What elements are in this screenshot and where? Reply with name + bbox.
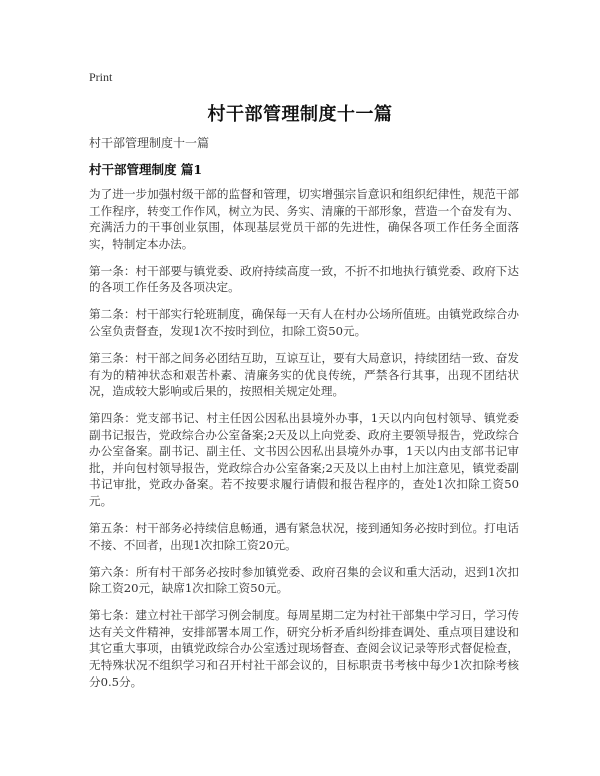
paragraph-article-2: 第二条：村干部实行轮班制度，确保每一天有人在村办公场所值班。由镇党政综合办公室负责督查，发现1次不按时到位，扣除工资50元。 — [89, 307, 519, 338]
document-subtitle: 村干部管理制度十一篇 — [89, 136, 210, 150]
paragraph-article-4: 第四条：党支部书记、村主任因公因私出县境外办事，1天以内向包村领导、镇党委副书记报告，党政综合办公室备案;2天及以上向党委、政府主要领导报告，党政综合办公室备案。副书记、副主任、文书因公因私出县境外办事，1天以内由支部书记审批，并向包村领导报告，党政综合办公室备案;2天及以上由村上加注意见，镇党委副书记审批，党政办备案。若不按要求履行请假和报告程序的，查处1次扣除工资50元。 — [89, 411, 519, 509]
print-link[interactable]: Print — [89, 70, 113, 84]
paragraph-article-7: 第七条：建立村社干部学习例会制度。每周星期二定为村社干部集中学习日，学习传达有关文件精神，安排部署本周工作，研究分析矛盾纠纷排查调处、重点项目建设和其它重大事项，由镇党政综合办公室透过现场督查、查阅会议记录等形式督促检查，无特殊状况不组织学习和召开村社干部会议的，目标职责书考核中每少1次扣除考核分0.5分。 — [89, 608, 519, 689]
body-text — [89, 186, 519, 701]
paragraph-intro: 为了进一步加强村级干部的监督和管理，切实增强宗旨意识和组织纪律性，规范干部工作程序，转变工作作风，树立为民、务实、清廉的干部形象，营造一个奋发有为、充满活力的干事创业氛围，体现基层党员干部的先进性，确保各项工作任务全面落实，特制定本办法。 — [89, 187, 519, 251]
paragraph-article-5: 第五条：村干部务必持续信息畅通，遇有紧急状况，接到通知务必按时到位。打电话不接、不回者，出现1次扣除工资20元。 — [89, 521, 519, 552]
document-title: 村干部管理制度十一篇 — [207, 104, 393, 125]
paragraph-article-6: 第六条：所有村干部务必按时参加镇党委、政府召集的会议和重大活动，迟到1次扣除工资20元，缺席1次扣除工资50元。 — [89, 564, 519, 596]
paragraph-article-1: 第一条：村干部要与镇党委、政府持续高度一致，不折不扣地执行镇党委、政府下达的各项工作任务及各项决定。 — [89, 263, 519, 295]
paragraph-article-3: 第三条：村干部之间务必团结互助，互谅互让，要有大局意识，持续团结一致、奋发有为的精神状态和艰苦朴素、清廉务实的优良传统，严禁各行其事，出现不团结状况，造成较大影响或后果的，按照相关规定处理。 — [89, 350, 519, 399]
section-heading: 村干部管理制度 篇1 — [89, 162, 203, 177]
